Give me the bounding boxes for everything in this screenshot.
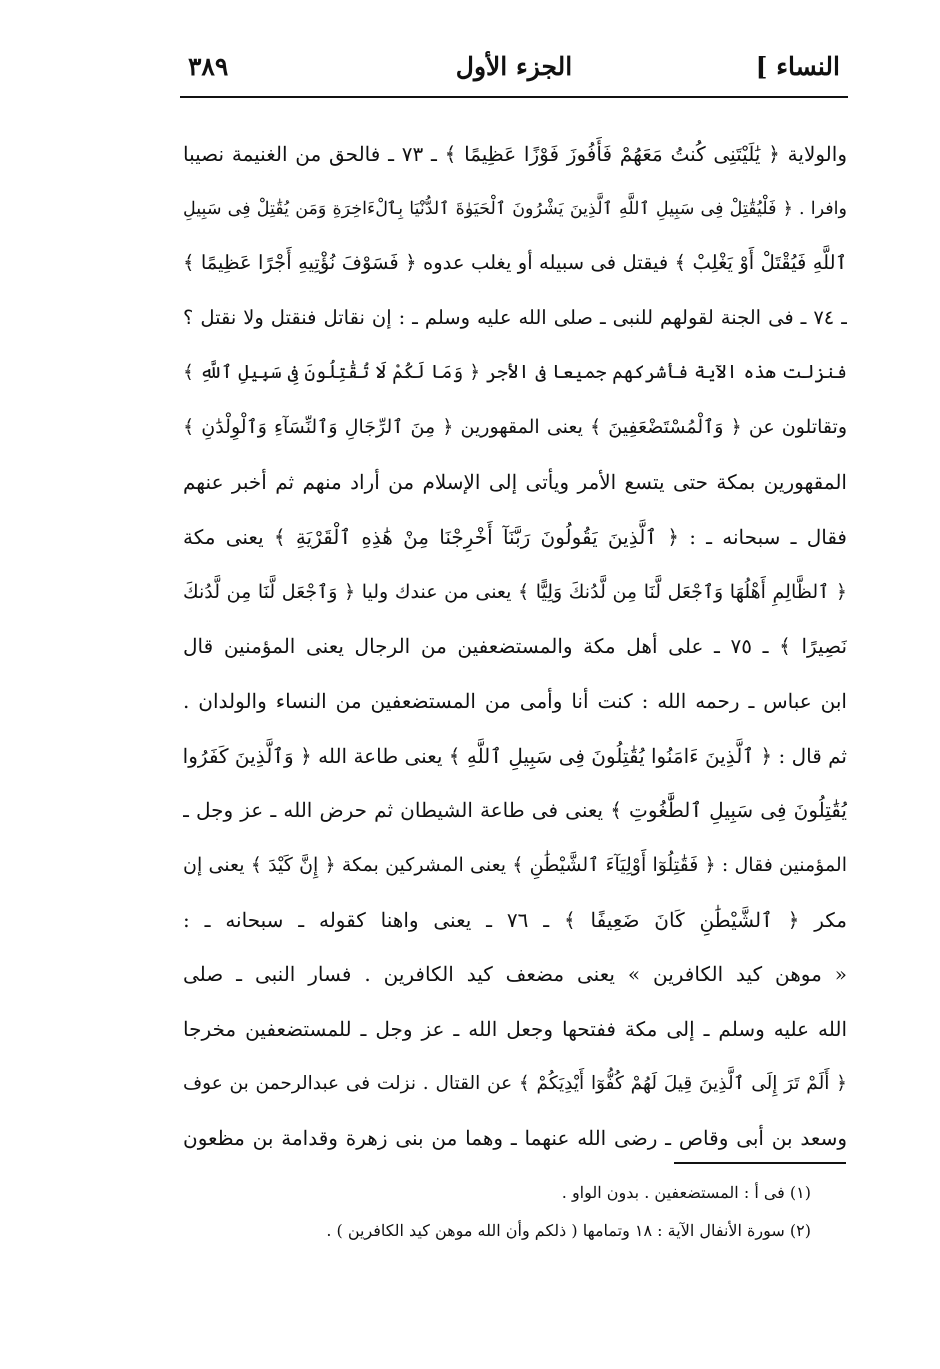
page-header: [180, 52, 848, 96]
footnote-divider: [674, 1162, 846, 1164]
text-line: الله عليه وسلم ـ إلى مكة ففتحها وجعل الله ـ عز وجل ـ للمستضعفين مخرجا: [183, 1017, 847, 1041]
text-line: وافرا . ﴿ فَلْيُقَٰتِلْ فِى سَبِيلِ ٱللَّهِ ٱلَّذِينَ يَشْرُونَ ٱلْحَيَوٰةَ ٱلدُّنْيَا بِٱلْءَاخِرَةِ وَمَن يُقَٰتِلْ فِى سَبِيلِ: [183, 198, 847, 219]
text-line: ٱللَّهِ فَيُقْتَلْ أَوْ يَغْلِبْ ﴾ فيقتل فى سبيله أو يغلب عدوه ﴿ فَسَوْفَ نُؤْتِيهِ أَجْرًا عَظِيمًا ﴾: [183, 251, 847, 275]
text-line: المؤمنين فقال : ﴿ فَقَٰتِلُوٓا أَوْلِيَآءَ ٱلشَّيْطَٰنِ ﴾ يعنى المشركين بمكة ﴿ إِنَّ كَيْدَ ﴾ يعنى إن: [183, 853, 847, 876]
text-line: وسعد بن أبى وقاص ـ رضى الله عنهما ـ وهما من بنى زهرة وقدامة بن مظعون: [183, 1126, 847, 1151]
text-line: المقهورين بمكة حتى يتسع الأمر ويأتى إلى الإسلام من أراد منهم ثم أخبر عنهم: [183, 470, 847, 495]
text-line: ﴿ أَلَمْ تَرَ إِلَى ٱلَّذِينَ قِيلَ لَهُمْ كُفُّوٓا أَيْدِيَكُمْ ﴾ عن القتال . نزلت فى عبدالرحمن بن عوف: [183, 1072, 847, 1094]
text-line: « موهن كيد الكافرين » يعنى مضعف كيد الكافرين . فسار النبى ـ صلى: [183, 962, 847, 987]
volume-title: الجزء الأول: [455, 52, 573, 81]
text-line: يُقَٰتِلُونَ فِى سَبِيلِ ٱلطَّٰغُوتِ ﴾ يعنى فى طاعة الشيطان ثم حرض الله ـ عز وجل ـ: [183, 798, 847, 823]
text-line: والولاية ﴿ يَٰلَيْتَنِى كُنتُ مَعَهُمْ فَأَفُوزَ فَوْزًا عَظِيمًا ﴾ ـ ٧٣ ـ فالحق من الغنيمة نصيبا: [183, 142, 847, 166]
text-line: نَصِيرًا ﴾ ـ ٧٥ ـ على أهل مكة والمستضعفين من الرجال يعنى المؤمنين قال: [183, 634, 847, 659]
footnote-2: (٢) سورة الأنفال الآية : ١٨ وتمامها ( ذلكم وأن الله موهن كيد الكافرين ) .: [326, 1221, 811, 1240]
chapter-name: النساء ]: [755, 52, 840, 81]
footnote-1: (١) فى أ : المستضعفين . بدون الواو .: [561, 1183, 811, 1202]
text-line: فقال ـ سبحانه ـ : ﴿ ٱلَّذِينَ يَقُولُونَ رَبَّنَآ أَخْرِجْنَا مِنْ هَٰذِهِ ٱلْقَرْيَةِ ﴾ يعنى مكة: [183, 524, 847, 549]
text-line: ثم قال : ﴿ ٱلَّذِينَ ءَامَنُوا يُقَٰتِلُونَ فِى سَبِيلِ ٱللَّهِ ﴾ يعنى طاعة الله ﴿ وَٱلَّذِينَ كَفَرُوا: [183, 743, 847, 768]
text-line: وتقاتلون عن ﴿ وَٱلْمُسْتَضْعَفِينَ ﴾ يعنى المقهورين ﴿ مِنَ ٱلرِّجَالِ وَٱلنِّسَآءِ وَٱلْوِلْدَٰنِ ﴾: [183, 416, 847, 439]
text-line: فنزلت هذه الآية فأشركهم جميعا فى الأجر ﴿ وَمَا لَكُمْ لَا تُقَٰتِلُونَ فِى سَبِيلِ ٱللَّهِ ﴾: [183, 361, 847, 383]
text-line: ابن عباس ـ رحمه الله : كنت أنا وأمى من المستضعفين من النساء والولدان .: [183, 688, 847, 713]
text-line: ـ ٧٤ ـ فى الجنة لقولهم للنبى ـ صلى الله عليه وسلم ـ : إن نقاتل فنقتل ولا نقتل ؟: [183, 306, 847, 330]
page-number: ٣٨٩: [188, 52, 229, 81]
text-line: ﴿ ٱلظَّالِمِ أَهْلُهَا وَٱجْعَل لَّنَا مِن لَّدُنكَ وَلِيًّا ﴾ يعنى من عندك وليا ﴿ وَٱجْعَل لَّنَا مِن لَّدُنكَ: [183, 580, 847, 603]
header-divider: [180, 96, 848, 98]
footnotes: [183, 1178, 811, 1254]
text-line: مكر ﴿ ٱلشَّيْطَٰنِ كَانَ ضَعِيفًا ﴾ ـ ٧٦ ـ يعنى واهنا كقوله ـ سبحانه ـ :: [183, 907, 847, 932]
main-text: [183, 134, 847, 1173]
